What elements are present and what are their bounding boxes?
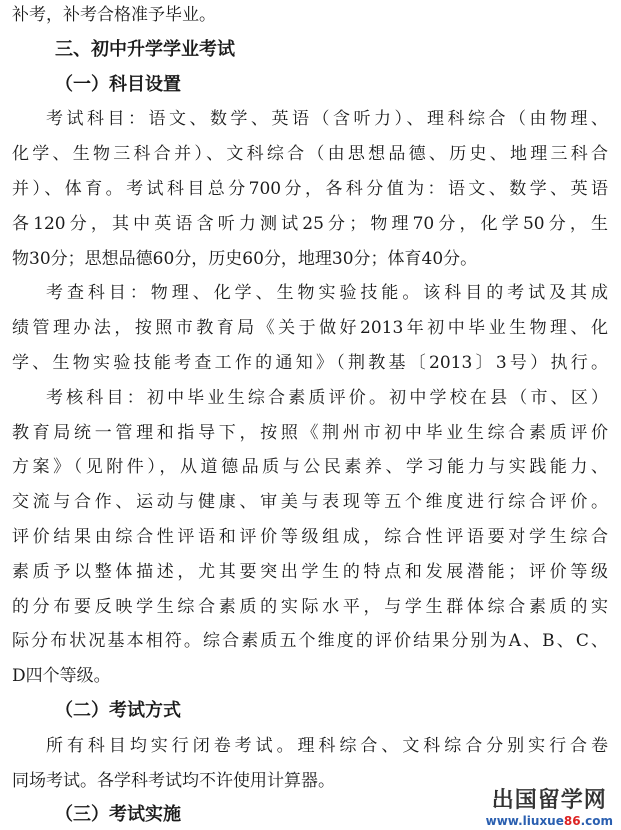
text-line: 的分布要反映学生综合素质的实际水平，与学生群体综合素质的实 — [12, 596, 608, 617]
section-heading: （三）考试实施 — [55, 804, 181, 826]
text-line: 素质予以整体描述，尤其要突出学生的特点和发展潜能；评价等级 — [12, 561, 608, 582]
text-line: 方案》（见附件），从道德品质与公民素养、学习能力与实践能力、 — [12, 457, 608, 478]
text-line: 学、生物实验技能考查工作的通知》（荆教基〔2013〕3号）执行。 — [12, 353, 608, 373]
section-heading: 三、初中升学学业考试 — [55, 38, 235, 60]
text-line: 物30分；思想品德60分，历史60分，地理30分；体育40分。 — [12, 248, 478, 269]
text-line: 补考，补考合格准予毕业。 — [12, 5, 216, 25]
text-line: 考核科目：初中毕业生综合素质评价。初中学校在县（市、区） — [46, 387, 608, 408]
watermark-url-suffix: .com — [580, 814, 613, 828]
text-line: 所有科目均实行闭卷考试。理科综合、文科综合分别实行合卷 — [46, 735, 608, 756]
text-line: 考试科目：语文、数学、英语（含听力）、理科综合（由物理、 — [46, 109, 608, 130]
watermark-title: 出国留学网 — [491, 788, 607, 813]
text-line: D四个等级。 — [12, 666, 111, 687]
watermark-url-prefix: www.liuxue — [485, 814, 564, 828]
text-line: 考查科目：物理、化学、生物实验技能。该科目的考试及其成 — [46, 283, 608, 304]
text-line: 教育局统一管理和指导下，按照《荆州市初中毕业生综合素质评价 — [12, 422, 608, 443]
section-heading: （二）考试方式 — [55, 700, 181, 721]
text-line: 际分布状况基本相符。综合素质五个维度的评价结果分别为A、B、C、 — [12, 631, 608, 652]
watermark-url — [486, 814, 613, 828]
section-heading: （一）科目设置 — [55, 73, 181, 95]
text-line: 各120分，其中英语含听力测试25分；物理70分，化学50分，生 — [12, 213, 608, 234]
text-line: 同场考试。各学科考试均不许使用计算器。 — [12, 770, 335, 791]
text-line: 化学、生物三科合并）、文科综合（由思想品德、历史、地理三科合 — [12, 144, 608, 165]
text-line: 评价结果由综合性评语和评价等级组成，综合性评语要对学生综合 — [12, 527, 608, 547]
text-line: 交流与合作、运动与健康、审美与表现等五个维度进行综合评价。 — [12, 492, 608, 513]
watermark-logo — [486, 788, 613, 828]
text-line: 绩管理办法，按照市教育局《关于做好2013年初中毕业生物理、化 — [12, 318, 608, 339]
text-line: 并）、体育。考试科目总分700分，各科分值为：语文、数学、英语 — [12, 179, 608, 199]
watermark-url-number: 86 — [563, 814, 581, 828]
